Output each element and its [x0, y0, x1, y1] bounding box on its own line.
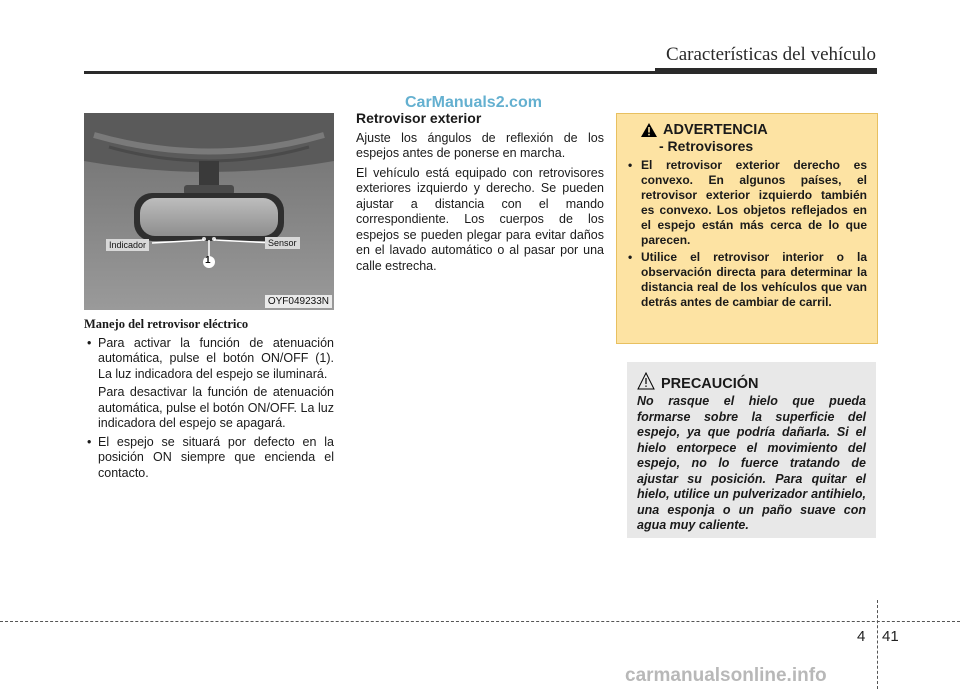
- caution-title: PRECAUCIÓN: [661, 376, 759, 392]
- caution-box: [627, 362, 876, 538]
- warning-triangle-icon: [641, 123, 657, 137]
- mirror-figure: [84, 113, 334, 310]
- indicator-label: Indicador: [106, 239, 149, 251]
- middle-column: [356, 111, 604, 278]
- section-heading: Retrovisor exterior: [356, 110, 482, 126]
- sensor-label: Sensor: [265, 237, 300, 249]
- left-column: [84, 317, 334, 484]
- mirror-illustration: [84, 113, 334, 310]
- header-tab-bar: [655, 68, 877, 74]
- warning-item: • Utilice el retrovisor interior o la observación directa para determinar la distancia real de los vehículos que van detrás antes de cambiar de carril.: [627, 250, 867, 310]
- page-number: 41: [882, 628, 899, 645]
- watermark-bottom[interactable]: carmanualsonline.info: [625, 665, 827, 686]
- warning-item: • El retrovisor exterior derecho es convexo. En algunos países, el retrovisor exterior izquierdo también es convexo. Los objetos reflejados en el espejo están más cerca de lo que parecen.: [627, 158, 867, 248]
- figure-code: OYF049233N: [265, 295, 332, 308]
- bullet-default: • El espejo se situará por defecto en la posición ON siempre que encienda el contacto.: [84, 435, 334, 482]
- paragraph-equipped: El vehículo está equipado con retrovisores exteriores izquierdo y derecho. Se pueden ajustar a distancia con el mando correspondiente. Los cuerpos de los espejos se pueden plegar para evitar daños en el lavado automático o al pasar por una calle estrecha.: [356, 165, 604, 273]
- warning-box: [616, 113, 878, 344]
- callout-number: 1: [205, 255, 211, 266]
- running-header: Características del vehículo: [666, 44, 876, 65]
- footer-divider: [877, 600, 878, 689]
- paragraph-deactivate: Para desactivar la función de atenuación automática, pulse el botón ON/OFF. La luz indicadora del espejo se apagará.: [98, 385, 334, 430]
- chapter-number: 4: [857, 628, 866, 645]
- warning-title: ADVERTENCIA: [663, 122, 768, 138]
- footer-rule: [0, 621, 960, 622]
- section-subheading: Manejo del retrovisor eléctrico: [84, 317, 249, 331]
- caution-text: No rasque el hielo que pueda formarse sobre la superficie del espejo, ya que podría dañarla. Si el hielo entorpece el movimiento del espejo, no lo fuerce tratando de ajustar su posición. Para quitar el hielo, utilice un pulverizador antihielo, una esponja o un paño suave con agua muy caliente.: [637, 394, 866, 532]
- caution-triangle-icon: [637, 372, 655, 390]
- warning-subtitle: - Retrovisores: [659, 138, 754, 154]
- watermark-top[interactable]: CarManuals2.com: [405, 94, 542, 111]
- paragraph-adjust: Ajuste los ángulos de reflexión de los espejos antes de ponerse en marcha.: [356, 130, 604, 160]
- bullet-activate: • Para activar la función de atenuación automática, pulse el botón ON/OFF (1). La luz indicadora del espejo se iluminará.: [84, 336, 334, 383]
